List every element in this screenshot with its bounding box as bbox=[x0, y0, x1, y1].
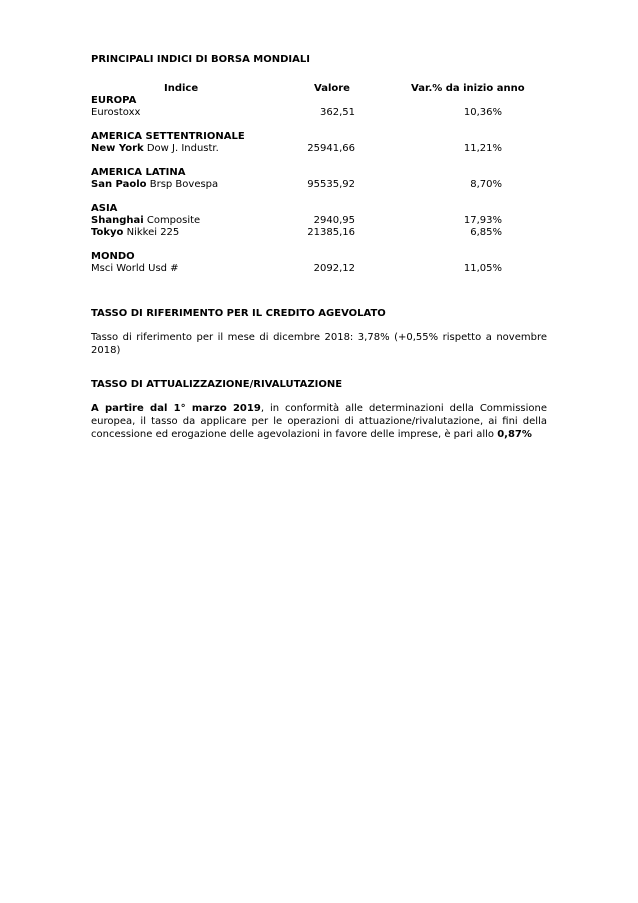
index-group bbox=[91, 251, 547, 275]
discount-rate-lead: A partire dal 1° marzo 2019 bbox=[91, 403, 261, 414]
index-value: 362,51 bbox=[320, 107, 355, 118]
index-change: 10,36% bbox=[463, 107, 502, 118]
index-name: Dow J. Industr. bbox=[146, 143, 219, 154]
indices-title: PRINCIPALI INDICI DI BORSA MONDIALI bbox=[91, 54, 310, 65]
discount-rate-value: 0,87% bbox=[497, 429, 532, 440]
indices-table bbox=[91, 95, 547, 275]
table-row bbox=[91, 215, 547, 227]
index-change: 6,85% bbox=[470, 227, 502, 238]
index-value: 2940,95 bbox=[313, 215, 355, 226]
index-name: Nikkei 225 bbox=[126, 227, 180, 238]
table-row bbox=[91, 263, 547, 275]
group-heading: ASIA bbox=[91, 203, 118, 214]
credit-rate-title: TASSO DI RIFERIMENTO PER IL CREDITO AGEVOLATO bbox=[91, 308, 386, 319]
group-heading: AMERICA SETTENTRIONALE bbox=[91, 131, 245, 142]
index-market: New York bbox=[91, 143, 144, 154]
index-value: 95535,92 bbox=[307, 179, 355, 190]
index-market: Tokyo bbox=[91, 227, 124, 238]
index-name-cell bbox=[91, 107, 140, 119]
col-index: Indice bbox=[164, 83, 199, 94]
index-group bbox=[91, 131, 547, 155]
discount-rate-title: TASSO DI ATTUALIZZAZIONE/RIVALUTAZIONE bbox=[91, 379, 343, 390]
table-row bbox=[91, 179, 547, 191]
credit-rate-text: Tasso di riferimento per il mese di dicembre 2018: 3,78% (+0,55% rispetto a novembre 2018) bbox=[91, 332, 547, 356]
index-name-cell bbox=[91, 143, 219, 155]
index-value: 25941,66 bbox=[307, 143, 355, 154]
discount-rate-body: , in conformità alle determinazioni della Commissione europea, il tasso da applicare per le operazioni di attuazione/rivalutazione, ai fini della concessione ed erogazione delle agevolazioni in favore delle imprese, è pari allo bbox=[91, 403, 547, 440]
index-value: 2092,12 bbox=[313, 263, 355, 274]
index-name: Brsp Bovespa bbox=[149, 179, 219, 190]
index-change: 11,21% bbox=[463, 143, 502, 154]
table-row bbox=[91, 143, 547, 155]
col-change: Var.% da inizio anno bbox=[411, 83, 525, 94]
index-group bbox=[91, 95, 547, 119]
discount-rate-text bbox=[91, 402, 547, 441]
index-market: San Paolo bbox=[91, 179, 147, 190]
group-heading: MONDO bbox=[91, 251, 135, 262]
index-value: 21385,16 bbox=[307, 227, 355, 238]
group-heading: AMERICA LATINA bbox=[91, 167, 186, 178]
table-row bbox=[91, 227, 547, 239]
index-name: Composite bbox=[146, 215, 201, 226]
index-change: 17,93% bbox=[463, 215, 502, 226]
index-name-cell bbox=[91, 215, 200, 227]
index-market: Shanghai bbox=[91, 215, 144, 226]
index-group bbox=[91, 167, 547, 191]
index-name-cell bbox=[91, 227, 179, 239]
index-name-cell bbox=[91, 179, 218, 191]
index-group bbox=[91, 203, 547, 239]
index-name-cell bbox=[91, 263, 179, 275]
index-name: Eurostoxx bbox=[91, 107, 141, 118]
col-value: Valore bbox=[314, 83, 350, 94]
index-change: 11,05% bbox=[463, 263, 502, 274]
table-header bbox=[91, 83, 547, 95]
table-row bbox=[91, 107, 547, 119]
index-change: 8,70% bbox=[470, 179, 502, 190]
document bbox=[91, 54, 547, 441]
index-name: Msci World Usd # bbox=[91, 263, 179, 274]
group-heading: EUROPA bbox=[91, 95, 137, 106]
